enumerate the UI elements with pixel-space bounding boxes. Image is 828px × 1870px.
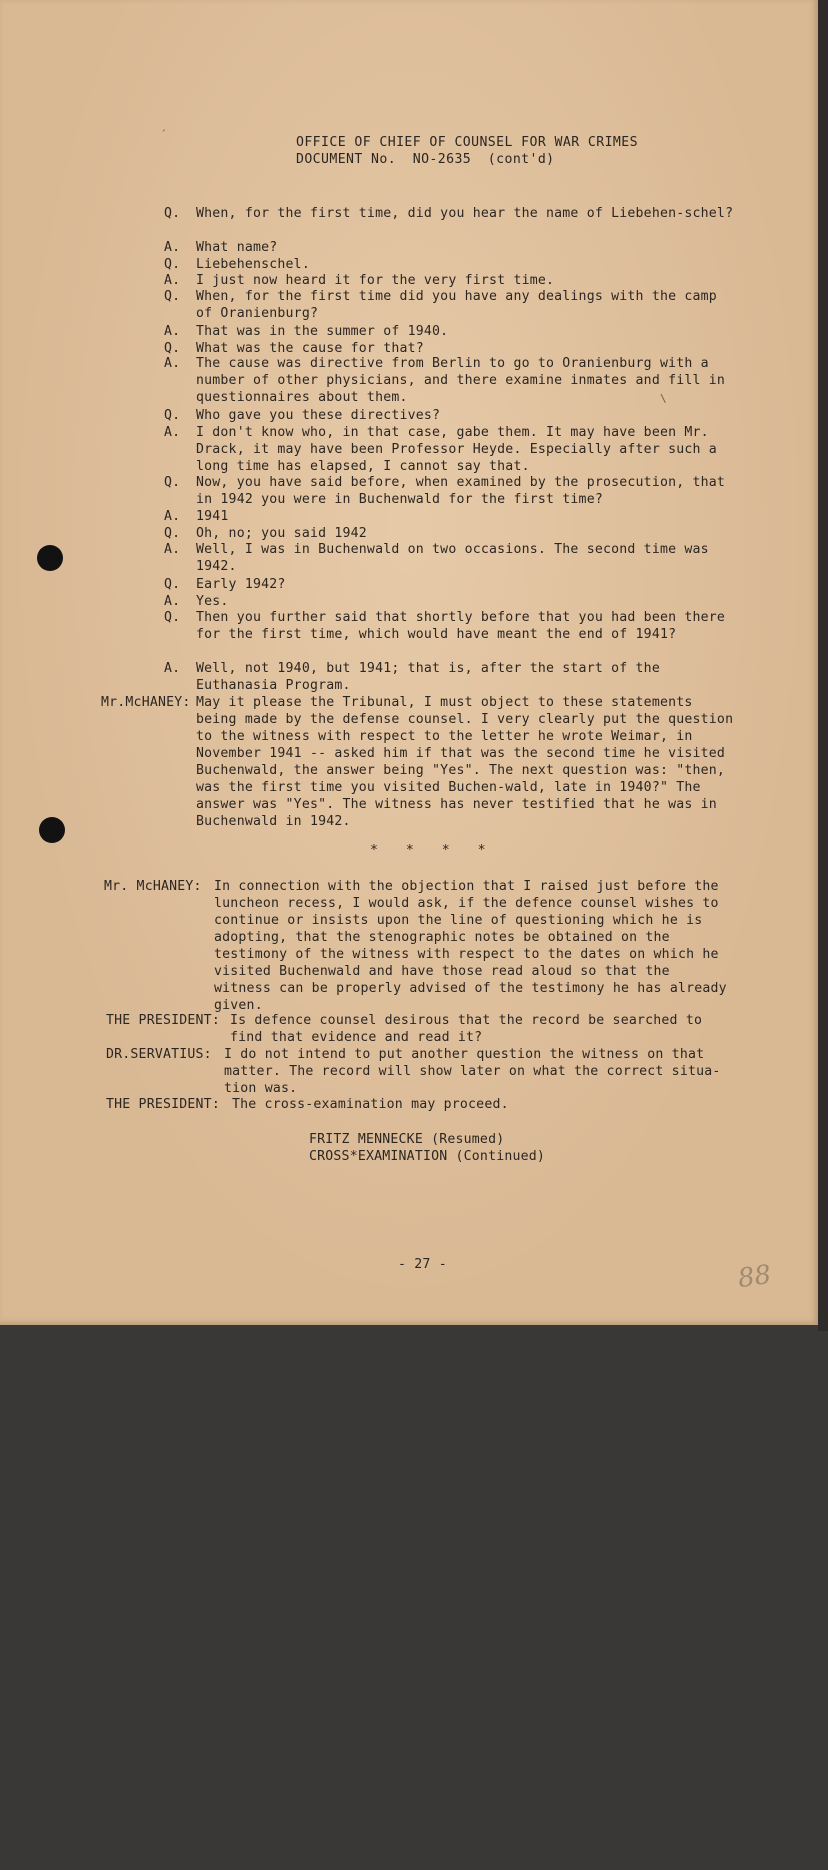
statement-text: Is defence counsel desirous that the record be searched to find that evidence and read it? bbox=[230, 1013, 703, 1045]
qa-label: A. bbox=[164, 240, 181, 255]
statement-text: In connection with the objection that I raised just before the luncheon recess, I would ask, if the defence counsel wishes to continue or insists upon the line of questioning which he is adopting, that the stenographic notes be obtained on the testimony of the witness with respect to the dates on which he visited Buchenwald and have those read aloud so that the witness can be properly advised of the testimony he has already given. bbox=[214, 879, 727, 1013]
stray-mark: \ bbox=[660, 392, 667, 405]
qa-label: Q. bbox=[164, 206, 181, 221]
qa-label: A. bbox=[164, 425, 181, 440]
qa-label: A. bbox=[164, 356, 181, 371]
qa-text: Liebehenschel. bbox=[196, 257, 310, 272]
qa-label: A. bbox=[164, 273, 181, 288]
qa-label: Q. bbox=[164, 610, 181, 625]
section-separator: * * * * bbox=[370, 843, 496, 858]
examination-heading: CROSS*EXAMINATION (Continued) bbox=[309, 1149, 546, 1164]
qa-text: That was in the summer of 1940. bbox=[196, 324, 449, 339]
speaker-label: THE PRESIDENT: bbox=[106, 1097, 220, 1112]
qa-label: Q. bbox=[164, 408, 181, 423]
qa-label: A. bbox=[164, 594, 181, 609]
qa-label: Q. bbox=[164, 289, 181, 304]
qa-text: 1941 bbox=[196, 509, 229, 524]
stray-mark: ´ bbox=[160, 128, 167, 141]
qa-text: Now, you have said before, when examined by the prosecution, that in 1942 you were in Buchenwald for the first time? bbox=[196, 475, 726, 507]
header-title: OFFICE OF CHIEF OF COUNSEL FOR WAR CRIMES bbox=[296, 135, 638, 150]
qa-label: A. bbox=[164, 324, 181, 339]
statement-text: May it please the Tribunal, I must object to these statements being made by the defense counsel. I very clearly put the question to the witness with respect to the letter he wrote Weimar, in November 1941 -- asked him if that was the second time he visited Buchenwald, the answer being "Yes". The next question was: "then, was the first time you visited Buchen-wald, late in 1940?" The answer was "Yes". The witness has never testified that he was in Buchenwald in 1942. bbox=[196, 695, 734, 829]
qa-text: The cause was directive from Berlin to go to Oranienburg with a number of other physicians, and there examine inmates and fill in questionnaires about them. bbox=[196, 356, 726, 405]
qa-text: Well, not 1940, but 1941; that is, after the start of the Euthanasia Program. bbox=[196, 661, 660, 693]
qa-label: Q. bbox=[164, 341, 181, 356]
qa-text: Early 1942? bbox=[196, 577, 286, 592]
qa-text: What was the cause for that? bbox=[196, 341, 424, 356]
qa-text: Then you further said that shortly before that you had been there for the first time, which would have meant the end of 1941? bbox=[196, 610, 726, 642]
statement-text: I do not intend to put another question the witness on that matter. The record will show later on what the correct situa-tion was. bbox=[224, 1047, 721, 1096]
scan-edge bbox=[818, 0, 828, 1331]
qa-label: A. bbox=[164, 509, 181, 524]
qa-text: I just now heard it for the very first time. bbox=[196, 273, 555, 288]
qa-label: Q. bbox=[164, 475, 181, 490]
qa-label: Q. bbox=[164, 526, 181, 541]
qa-label: Q. bbox=[164, 577, 181, 592]
speaker-label: DR.SERVATIUS: bbox=[106, 1047, 212, 1062]
qa-text: I don't know who, in that case, gabe them. It may have been Mr. Drack, it may have been Professor Heyde. Especially after such a long time has elapsed, I cannot say that. bbox=[196, 425, 717, 474]
statement-text: The cross-examination may proceed. bbox=[232, 1097, 509, 1112]
pencil-annotation: 88 bbox=[736, 1259, 774, 1295]
speaker-label: Mr. McHANEY: bbox=[104, 879, 202, 894]
header-document-number: DOCUMENT No. NO-2635 (cont'd) bbox=[296, 152, 555, 167]
speaker-label: THE PRESIDENT: bbox=[106, 1013, 220, 1028]
qa-text: When, for the first time did you have any dealings with the camp of Oranienburg? bbox=[196, 289, 717, 321]
qa-text: Well, I was in Buchenwald on two occasions. The second time was 1942. bbox=[196, 542, 709, 574]
qa-text: When, for the first time, did you hear the name of Liebehen-schel? bbox=[196, 206, 734, 221]
witness-name: FRITZ MENNECKE (Resumed) bbox=[309, 1132, 505, 1147]
qa-label: Q. bbox=[164, 257, 181, 272]
qa-label: A. bbox=[164, 542, 181, 557]
qa-text: Yes. bbox=[196, 594, 229, 609]
speaker-label: Mr.McHANEY: bbox=[101, 695, 191, 710]
qa-label: A. bbox=[164, 661, 181, 676]
qa-text: What name? bbox=[196, 240, 278, 255]
qa-text: Oh, no; you said 1942 bbox=[196, 526, 367, 541]
page-number: - 27 - bbox=[398, 1257, 447, 1272]
qa-text: Who gave you these directives? bbox=[196, 408, 441, 423]
